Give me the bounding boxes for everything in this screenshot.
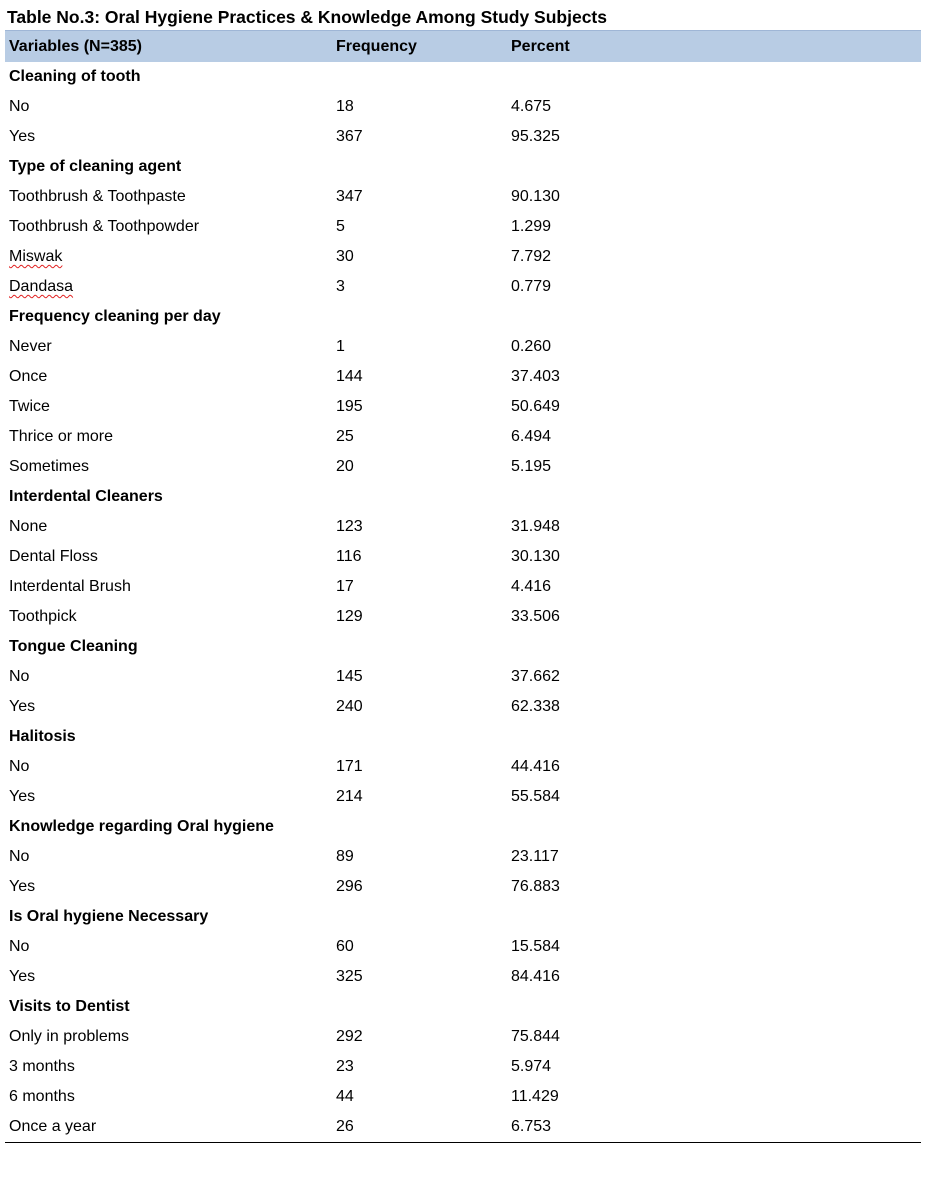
row-percent: 5.974 bbox=[511, 1058, 552, 1075]
row-label: Only in problems bbox=[9, 1028, 130, 1045]
group-label: Type of cleaning agent bbox=[9, 158, 182, 175]
row-percent: 95.325 bbox=[511, 128, 560, 145]
row-percent: 11.429 bbox=[511, 1088, 559, 1105]
row-percent: 76.883 bbox=[511, 878, 560, 895]
row-percent: 30.130 bbox=[511, 548, 560, 565]
row-label: Yes bbox=[9, 878, 36, 895]
row-label: Twice bbox=[9, 398, 50, 415]
row-frequency: 116 bbox=[336, 548, 362, 565]
table-row bbox=[5, 662, 921, 692]
table-header-row bbox=[5, 30, 921, 62]
row-label: Sometimes bbox=[9, 458, 90, 475]
row-label: Yes bbox=[9, 128, 36, 145]
row-percent: 37.403 bbox=[511, 368, 560, 385]
row-percent: 6.494 bbox=[511, 428, 552, 445]
group-row bbox=[5, 632, 921, 662]
table-row bbox=[5, 512, 921, 542]
row-frequency: 25 bbox=[336, 428, 354, 445]
table-row bbox=[5, 1112, 921, 1142]
table-row bbox=[5, 92, 921, 122]
group-label: Halitosis bbox=[9, 728, 76, 745]
row-label: Once a year bbox=[9, 1118, 97, 1135]
row-percent: 55.584 bbox=[511, 788, 560, 805]
row-percent: 0.260 bbox=[511, 338, 552, 355]
row-frequency: 195 bbox=[336, 398, 363, 415]
row-frequency: 26 bbox=[336, 1118, 354, 1135]
row-percent: 4.416 bbox=[511, 578, 552, 595]
header-frequency: Frequency bbox=[336, 38, 417, 55]
table-row bbox=[5, 1022, 921, 1052]
table-row bbox=[5, 332, 921, 362]
row-frequency: 23 bbox=[336, 1058, 354, 1075]
table-row bbox=[5, 692, 921, 722]
row-frequency: 325 bbox=[336, 968, 363, 985]
group-label: Is Oral hygiene Necessary bbox=[9, 908, 209, 925]
group-label: Tongue Cleaning bbox=[9, 638, 138, 655]
row-frequency: 89 bbox=[336, 848, 354, 865]
row-frequency: 367 bbox=[336, 128, 363, 145]
group-row bbox=[5, 992, 921, 1022]
group-row bbox=[5, 152, 921, 182]
group-label: Knowledge regarding Oral hygiene bbox=[9, 818, 274, 835]
row-percent: 75.844 bbox=[511, 1028, 560, 1045]
group-label: Interdental Cleaners bbox=[9, 488, 163, 505]
row-percent: 23.117 bbox=[511, 848, 559, 865]
table-row bbox=[5, 1052, 921, 1082]
row-percent: 84.416 bbox=[511, 968, 560, 985]
table-row bbox=[5, 212, 921, 242]
row-label: Thrice or more bbox=[9, 428, 114, 445]
table-row bbox=[5, 842, 921, 872]
row-percent: 31.948 bbox=[511, 518, 560, 535]
table-row bbox=[5, 362, 921, 392]
table-row bbox=[5, 242, 921, 272]
row-frequency: 214 bbox=[336, 788, 363, 805]
row-frequency: 20 bbox=[336, 458, 354, 475]
row-frequency: 60 bbox=[336, 938, 354, 955]
row-label: Toothbrush & Toothpaste bbox=[9, 188, 186, 205]
row-percent: 44.416 bbox=[511, 758, 560, 775]
table-row bbox=[5, 572, 921, 602]
row-percent: 6.753 bbox=[511, 1118, 552, 1135]
row-percent: 37.662 bbox=[511, 668, 560, 685]
header-variables: Variables (N=385) bbox=[9, 38, 142, 55]
group-row bbox=[5, 902, 921, 932]
group-label: Frequency cleaning per day bbox=[9, 308, 221, 325]
row-label: 3 months bbox=[9, 1058, 75, 1075]
row-label: Yes bbox=[9, 968, 36, 985]
table-row bbox=[5, 782, 921, 812]
group-row bbox=[5, 302, 921, 332]
row-label: No bbox=[9, 848, 30, 865]
row-label: Yes bbox=[9, 698, 36, 715]
row-label: Yes bbox=[9, 788, 36, 805]
row-label: Interdental Brush bbox=[9, 578, 131, 595]
row-frequency: 1 bbox=[336, 338, 345, 355]
row-frequency: 30 bbox=[336, 248, 354, 265]
table-row bbox=[5, 872, 921, 902]
table-row bbox=[5, 602, 921, 632]
row-percent: 7.792 bbox=[511, 248, 552, 265]
table-row bbox=[5, 1082, 921, 1112]
table-row bbox=[5, 932, 921, 962]
row-frequency: 5 bbox=[336, 218, 345, 235]
table-row bbox=[5, 272, 921, 302]
header-percent: Percent bbox=[511, 38, 570, 55]
row-label: No bbox=[9, 98, 30, 115]
row-frequency: 171 bbox=[336, 758, 363, 775]
group-row bbox=[5, 812, 921, 842]
row-frequency: 17 bbox=[336, 578, 354, 595]
row-label: Toothbrush & Toothpowder bbox=[9, 218, 200, 235]
row-label: Never bbox=[9, 338, 52, 355]
table-row bbox=[5, 542, 921, 572]
table-row bbox=[5, 452, 921, 482]
oral-hygiene-table bbox=[5, 30, 921, 1143]
row-label: Once bbox=[9, 368, 48, 385]
row-frequency: 240 bbox=[336, 698, 363, 715]
row-label: None bbox=[9, 518, 48, 535]
table-row bbox=[5, 422, 921, 452]
table-body bbox=[5, 62, 921, 1142]
row-frequency: 145 bbox=[336, 668, 363, 685]
row-percent: 90.130 bbox=[511, 188, 560, 205]
table-row bbox=[5, 182, 921, 212]
group-row bbox=[5, 722, 921, 752]
row-label: No bbox=[9, 938, 30, 955]
row-frequency: 18 bbox=[336, 98, 354, 115]
row-label: 6 months bbox=[9, 1088, 75, 1105]
group-label: Visits to Dentist bbox=[9, 998, 130, 1015]
group-label: Cleaning of tooth bbox=[9, 68, 141, 85]
row-frequency: 292 bbox=[336, 1028, 363, 1045]
row-label: Miswak bbox=[9, 248, 63, 265]
row-label: No bbox=[9, 758, 30, 775]
group-row bbox=[5, 482, 921, 512]
row-percent: 5.195 bbox=[511, 458, 552, 475]
table-row bbox=[5, 752, 921, 782]
row-percent: 1.299 bbox=[511, 218, 552, 235]
row-percent: 15.584 bbox=[511, 938, 560, 955]
row-frequency: 129 bbox=[336, 608, 363, 625]
row-percent: 62.338 bbox=[511, 698, 560, 715]
row-frequency: 144 bbox=[336, 368, 363, 385]
row-percent: 4.675 bbox=[511, 98, 552, 115]
row-percent: 33.506 bbox=[511, 608, 560, 625]
row-frequency: 296 bbox=[336, 878, 363, 895]
row-frequency: 123 bbox=[336, 518, 363, 535]
table-row bbox=[5, 962, 921, 992]
row-frequency: 44 bbox=[336, 1088, 354, 1105]
row-frequency: 3 bbox=[336, 278, 345, 295]
row-label: Dandasa bbox=[9, 278, 74, 295]
table-row bbox=[5, 122, 921, 152]
row-percent: 0.779 bbox=[511, 278, 552, 295]
row-percent: 50.649 bbox=[511, 398, 560, 415]
table-title: Table No.3: Oral Hygiene Practices & Knowledge Among Study Subjects bbox=[7, 7, 607, 27]
row-label: Dental Floss bbox=[9, 548, 98, 565]
row-label: No bbox=[9, 668, 30, 685]
row-frequency: 347 bbox=[336, 188, 363, 205]
row-label: Toothpick bbox=[9, 608, 77, 625]
group-row bbox=[5, 62, 921, 92]
table-row bbox=[5, 392, 921, 422]
